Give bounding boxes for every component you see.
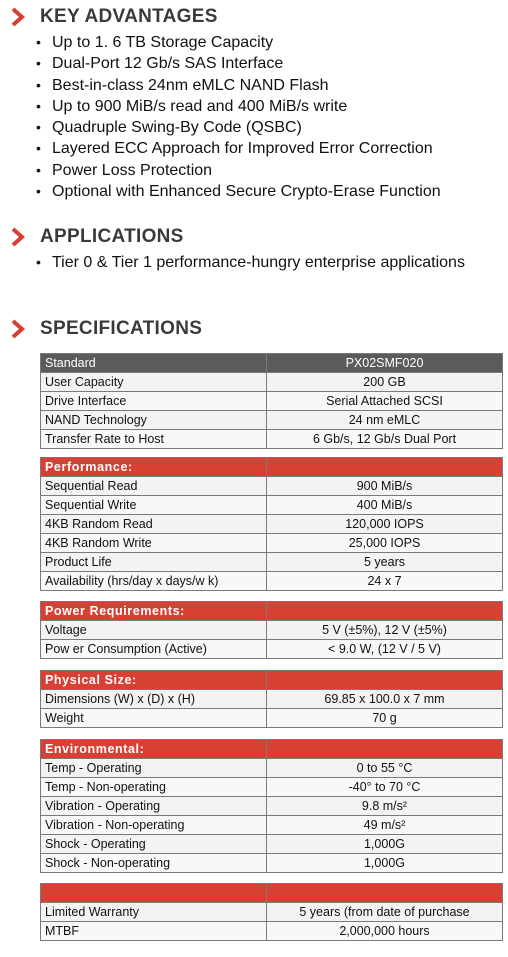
table-row — [41, 797, 503, 816]
spec-label: 4KB Random Write — [41, 534, 267, 553]
chevron-right-icon — [8, 227, 28, 247]
spec-label: Product Life — [41, 553, 267, 572]
table-row — [41, 553, 503, 572]
table-row — [41, 392, 503, 411]
table-row — [41, 778, 503, 797]
table-row — [41, 854, 503, 873]
spec-table-warranty — [40, 883, 503, 941]
table-header-row — [41, 884, 503, 903]
table-header-cell — [267, 602, 503, 621]
spec-label: Transfer Rate to Host — [41, 430, 267, 449]
list-item: • Dual-Port 12 Gb/s SAS Interface — [36, 55, 284, 73]
spec-label: User Capacity — [41, 373, 267, 392]
table-header-row — [41, 602, 503, 621]
spec-value: < 9.0 W, (12 V / 5 V) — [267, 640, 503, 659]
spec-table-power — [40, 601, 503, 659]
spec-label: Weight — [41, 709, 267, 728]
table-row — [41, 373, 503, 392]
spec-label: Sequential Read — [41, 477, 267, 496]
spec-value: 120,000 IOPS — [267, 515, 503, 534]
spec-value: 69.85 x 100.0 x 7 mm — [267, 690, 503, 709]
spec-value: Serial Attached SCSI — [267, 392, 503, 411]
applications-list — [36, 252, 472, 273]
table-header-row — [41, 671, 503, 690]
spec-label: Vibration - Operating — [41, 797, 267, 816]
table-row — [41, 411, 503, 430]
table-header-row — [41, 740, 503, 759]
spec-value: 1,000G — [267, 835, 503, 854]
chevron-right-icon — [8, 319, 28, 339]
spec-label: Shock - Operating — [41, 835, 267, 854]
advantages-list — [36, 32, 441, 202]
spec-value: 0 to 55 °C — [267, 759, 503, 778]
table-header-row — [41, 354, 503, 373]
table-header-cell — [267, 740, 503, 759]
table-header-cell — [267, 884, 503, 903]
spec-label: Shock - Non-operating — [41, 854, 267, 873]
spec-value: 5 V (±5%), 12 V (±5%) — [267, 621, 503, 640]
spec-label: Dimensions (W) x (D) x (H) — [41, 690, 267, 709]
table-row — [41, 621, 503, 640]
spec-label: Drive Interface — [41, 392, 267, 411]
spec-label: NAND Technology — [41, 411, 267, 430]
spec-value: 1,000G — [267, 854, 503, 873]
spec-table-performance — [40, 457, 503, 591]
section-specifications — [8, 318, 202, 340]
spec-table-physical — [40, 670, 503, 728]
table-row — [41, 640, 503, 659]
spec-value: 25,000 IOPS — [267, 534, 503, 553]
table-row — [41, 759, 503, 778]
spec-label: Temp - Operating — [41, 759, 267, 778]
list-item: • Up to 900 MiB/s read and 400 MiB/s write — [36, 97, 348, 115]
spec-value: 24 nm eMLC — [267, 411, 503, 430]
spec-label: Temp - Non-operating — [41, 778, 267, 797]
spec-value: 900 MiB/s — [267, 477, 503, 496]
spec-value: 200 GB — [267, 373, 503, 392]
spec-label: Availability (hrs/day x days/w k) — [41, 572, 267, 591]
spec-label: Limited Warranty — [41, 903, 267, 922]
table-row — [41, 477, 503, 496]
table-row — [41, 496, 503, 515]
list-item: • Layered ECC Approach for Improved Error Correction — [36, 140, 433, 158]
spec-table-environmental — [40, 739, 503, 873]
list-item: • Best-in-class 24nm eMLC NAND Flash — [36, 76, 329, 94]
table-header-cell: Power Requirements: — [41, 602, 267, 621]
spec-value: 9.8 m/s² — [267, 797, 503, 816]
table-header-cell — [267, 671, 503, 690]
list-item: • Power Loss Protection — [36, 161, 213, 179]
spec-label: Vibration - Non-operating — [41, 816, 267, 835]
section-key-advantages — [8, 6, 218, 28]
spec-value: 5 years — [267, 553, 503, 572]
spec-label: 4KB Random Read — [41, 515, 267, 534]
spec-value: 70 g — [267, 709, 503, 728]
section-title: KEY ADVANTAGES — [40, 6, 218, 27]
spec-label: Pow er Consumption (Active) — [41, 640, 267, 659]
list-item: • Optional with Enhanced Secure Crypto-Erase Function — [36, 183, 441, 201]
table-header-cell: Physical Size: — [41, 671, 267, 690]
list-item: • Tier 0 & Tier 1 performance-hungry enterprise applications — [36, 254, 465, 271]
table-row — [41, 534, 503, 553]
spec-value: 400 MiB/s — [267, 496, 503, 515]
list-item: • Up to 1. 6 TB Storage Capacity — [36, 34, 274, 51]
table-row — [41, 515, 503, 534]
spec-value: 2,000,000 hours — [267, 922, 503, 941]
table-row — [41, 572, 503, 591]
table-header-cell: Standard — [41, 354, 267, 373]
spec-value: 5 years (from date of purchase — [267, 903, 503, 922]
chevron-right-icon — [8, 7, 28, 27]
table-header-cell: PX02SMF020 — [267, 354, 503, 373]
table-header-cell — [267, 458, 503, 477]
table-row — [41, 922, 503, 941]
spec-label: Voltage — [41, 621, 267, 640]
section-applications — [8, 226, 184, 248]
section-title: SPECIFICATIONS — [40, 318, 203, 339]
table-header-cell — [41, 884, 267, 903]
table-row — [41, 816, 503, 835]
table-row — [41, 835, 503, 854]
spec-value: 6 Gb/s, 12 Gb/s Dual Port — [267, 430, 503, 449]
table-header-cell: Environmental: — [41, 740, 267, 759]
table-header-row — [41, 458, 503, 477]
table-row — [41, 709, 503, 728]
section-title: APPLICATIONS — [40, 226, 184, 247]
list-item: • Quadruple Swing-By Code (QSBC) — [36, 119, 302, 137]
spec-value: 49 m/s² — [267, 816, 503, 835]
table-row — [41, 430, 503, 449]
spec-label: MTBF — [41, 922, 267, 941]
spec-value: 24 x 7 — [267, 572, 503, 591]
spec-table-general — [40, 353, 503, 449]
table-header-cell: Performance: — [41, 458, 267, 477]
table-row — [41, 690, 503, 709]
table-row — [41, 903, 503, 922]
spec-label: Sequential Write — [41, 496, 267, 515]
spec-value: -40° to 70 °C — [267, 778, 503, 797]
